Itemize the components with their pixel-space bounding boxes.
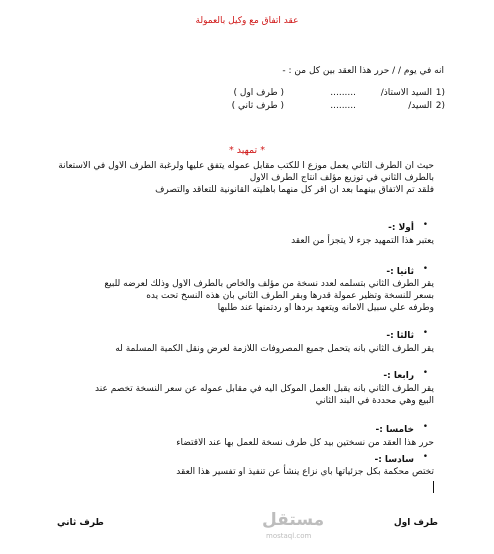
signature-first-party: طرف اول xyxy=(393,518,438,528)
clause-2-line-2: بسعر للنسخة وتظير عمولة قدرها وبقر الطرف الثاني بان هذه النسخ تحت يده xyxy=(146,291,434,301)
clause-4-line-1: يقر الطرف الثاني بانه يقبل العمل الموكل اليه في مقابل عموله عن سعر النسخة تخصم عند xyxy=(95,384,434,394)
party-1-label: السيد الاستاذ/ xyxy=(380,88,432,98)
clause-5-heading: خامسا :- xyxy=(375,425,414,435)
watermark-logo: مستقل xyxy=(262,510,325,530)
intro-line: انه في يوم / / حرر هذا العقد بين كل من : - xyxy=(282,66,444,76)
clause-4-line-2: البيع وهي محددة في البند الثاني xyxy=(315,396,434,406)
text-cursor xyxy=(433,481,434,493)
clause-5-line-1: حرر هذا العقد من نسختين بيد كل طرف نسخة للعمل بها عند الاقتضاء xyxy=(176,438,434,448)
preamble-line-2: بالطرف الثاني في توزيع مؤلف انتاج الطرف الاول xyxy=(249,173,434,183)
party-1-dots: ......... xyxy=(330,88,356,98)
clause-1-line-1: يعتبر هذا التمهيد جزء لا يتجزأ من العقد xyxy=(291,236,434,246)
party-2-label: السيد/ xyxy=(408,101,432,111)
contract-title: عقد اتفاق مع وكيل بالعمولة xyxy=(195,16,299,26)
clause-6-heading: سادسا :- xyxy=(374,455,414,465)
clause-1-heading: أولا :- xyxy=(388,223,414,233)
preamble-line-1: حيث ان الطرف الثاني يعمل موزع ا للكتب مقابل عموله يتفق عليها ولرغبة الطرف الاول في الاستعانة xyxy=(58,161,434,171)
preamble-line-3: فلقد تم الاتفاق بينهما بعد ان اقر كل منهما باهليته القانونية للتعاقد والتصرف xyxy=(155,185,434,195)
clause-2-line-3: وطرفه علي سبيل الامانه ويتعهد بردها او ردتمنها عند طلبها xyxy=(217,303,434,313)
clause-3-line-1: يقر الطرف الثاني بانه يتحمل جميع المصروفات اللازمة لعرض ونقل الكمية المسلمة له xyxy=(115,344,434,354)
party-2-dots: ......... xyxy=(330,101,356,111)
bullet-icon: • xyxy=(422,328,428,338)
clause-4-heading: رابعا :- xyxy=(383,371,414,381)
clause-6-line-1: تختص محكمة بكل جزئياتها باي نزاع ينشأ عن تنفيذ او تفسير هذا العقد xyxy=(176,467,434,477)
clause-3-heading: ثالثا :- xyxy=(386,331,414,341)
bullet-icon: • xyxy=(422,264,428,274)
watermark-domain: mostaql.com xyxy=(266,532,312,540)
clause-2-line-1: يقر الطرف الثاني بتسلمه لعدد نسخة من مؤلف والخاص بالطرف الاول وذلك لعرضه للبيع xyxy=(104,279,434,289)
party-1-role: ( طرف اول ) xyxy=(233,88,284,98)
clause-2-heading: ثانيا :- xyxy=(386,267,414,277)
party-1-num: 1) xyxy=(435,88,445,98)
bullet-icon: • xyxy=(422,422,428,432)
bullet-icon: • xyxy=(422,368,428,378)
party-2-role: ( طرف ثاني ) xyxy=(231,101,284,111)
bullet-icon: • xyxy=(422,220,428,230)
signature-second-party: طرف ثاني xyxy=(57,518,104,528)
party-2-num: 2) xyxy=(435,101,445,111)
bullet-icon: • xyxy=(422,452,428,462)
preamble-heading: * تمهيد * xyxy=(229,145,265,156)
